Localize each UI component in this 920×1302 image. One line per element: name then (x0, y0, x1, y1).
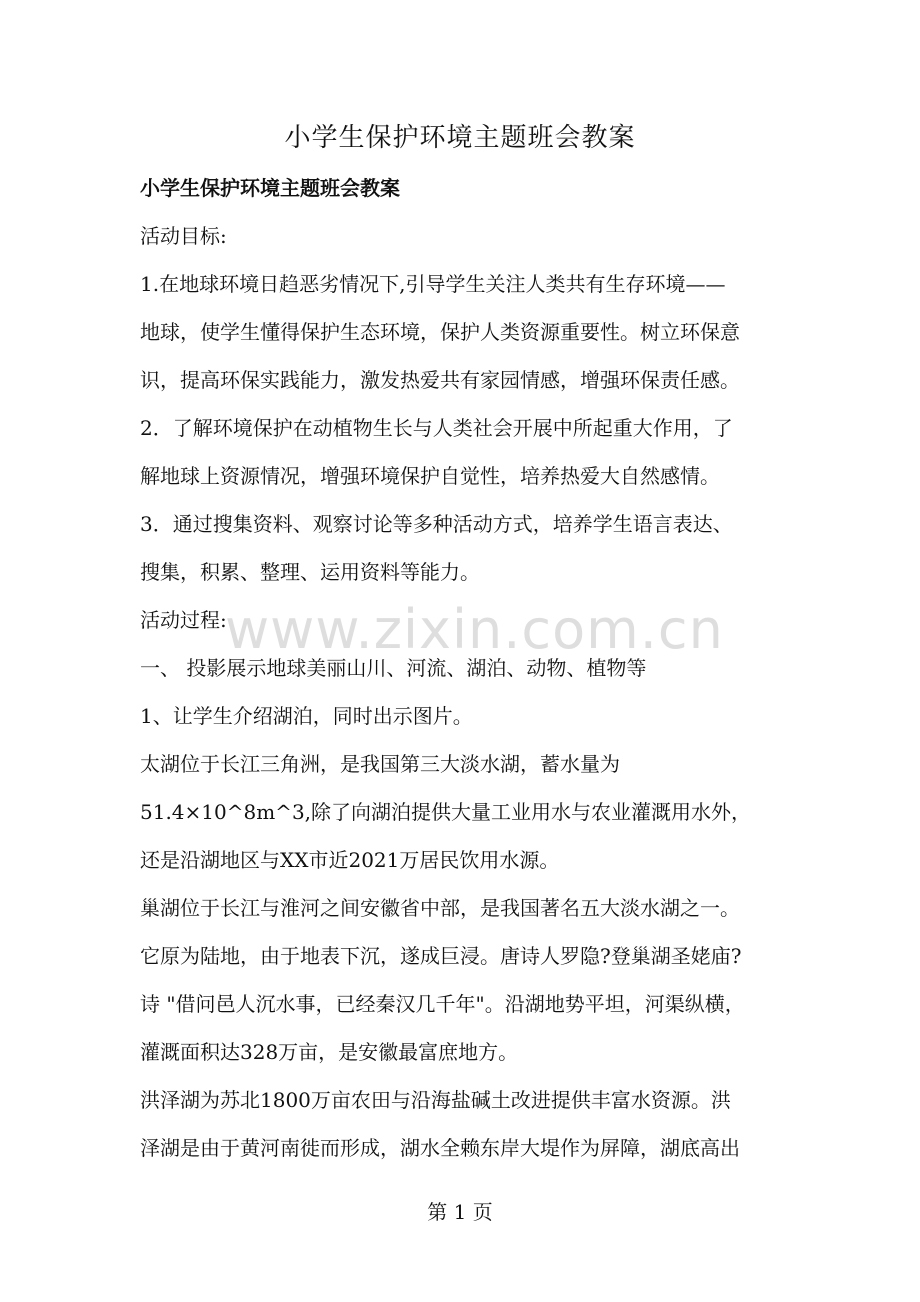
text-line: 2．了解环境保护在动植物生长与人类社会开展中所起重大作用，了 (140, 416, 733, 440)
text-line: 还是沿湖地区与XX市近2021万居民饮用水源。 (140, 848, 560, 872)
watermark: www.zixin.com.cn (225, 598, 724, 661)
text-line: 搜集，积累、整理、运用资料等能力。 (140, 560, 480, 584)
section-heading: 小学生保护环境主题班会教案 (140, 176, 400, 200)
text-line: 洪泽湖为苏北1800万亩农田与沿海盐碱土改进提供丰富水资源。洪 (140, 1088, 731, 1112)
text-line: 解地球上资源情况，增强环境保护自觉性，培养热爱大自然感情。 (140, 464, 720, 488)
text-line: 51.4×10^8m^3,除了向湖泊提供大量工业用水与农业灌溉用水外， (140, 800, 752, 824)
page-number: 第 1 页 (427, 1200, 493, 1224)
text-line: 灌溉面积达328万亩，是安徽最富庶地方。 (140, 1040, 519, 1064)
text-line: 1.在地球环境日趋恶劣情况下,引导学生关注人类共有生存环境—— (140, 272, 726, 296)
text-line: 一、 投影展示地球美丽山川、河流、湖泊、动物、植物等 (140, 656, 647, 680)
text-line: 太湖位于长江三角洲，是我国第三大淡水湖，蓄水量为 (140, 752, 620, 776)
text-line: 3．通过搜集资料、观察讨论等多种活动方式，培养学生语言表达、 (140, 512, 733, 536)
text-line: 它原为陆地，由于地表下沉，遂成巨浸。唐诗人罗隐?登巢湖圣姥庙? (140, 944, 742, 968)
text-line: 诗 "借问邑人沉水事，已经秦汉几千年"。沿湖地势平坦，河渠纵横， (140, 992, 745, 1016)
text-line: 泽湖是由于黄河南徙而形成，湖水全赖东岸大堤作为屏障，湖底高出 (140, 1136, 740, 1160)
text-line: 活动目标: (140, 224, 227, 248)
text-line: 1、让学生介绍湖泊，同时出示图片。 (140, 704, 473, 728)
text-line: 识，提高环保实践能力，激发热爱共有家园情感，增强环保责任感。 (140, 368, 740, 392)
text-line: 活动过程: (140, 608, 227, 632)
document-body (140, 170, 790, 1178)
text-line: 地球，使学生懂得保护生态环境，保护人类资源重要性。树立环保意 (140, 320, 740, 344)
text-line: 巢湖位于长江与淮河之间安徽省中部，是我国著名五大淡水湖之一。 (140, 896, 740, 920)
document-title: 小学生保护环境主题班会教案 (284, 123, 636, 153)
